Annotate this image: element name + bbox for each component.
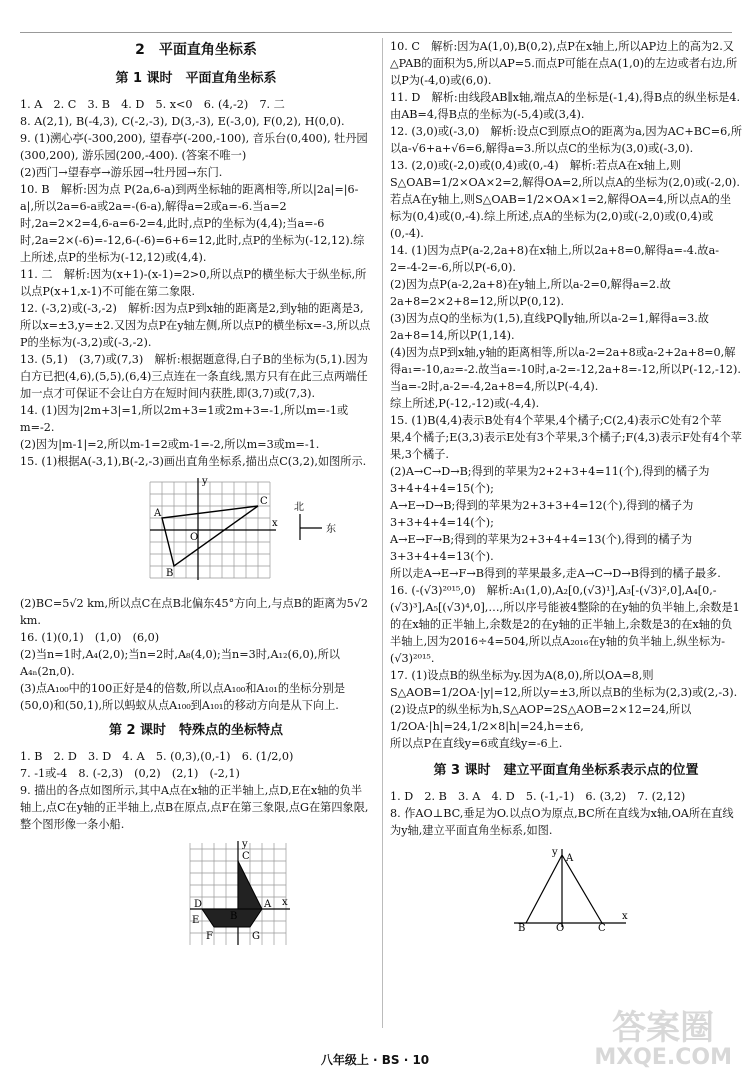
answer-line: 8. A(2,1), B(-4,3), C(-2,-3), D(3,-3), E(-3,0), F(0,2), H(0,0).	[20, 115, 345, 128]
answer-line: (3)点A₁₀₀中的100正好是4的倍数,所以点A₁₀₀和A₁₀₁的坐标分别是(50,0)和(50,1),所以蚂蚁从点A₁₀₀到A₁₀₁的移动方向是从下向上.	[20, 682, 346, 712]
answer-line: 所以点P在直线y=6或直线y=-6上.	[390, 737, 563, 750]
label-A: A	[154, 508, 162, 519]
answer-line: 15. (1)B(4,4)表示B处有4个苹果,4个橘子;C(2,4)表示C处有2个苹果,4个橘子;E(3,3)表示E处有3个苹果,3个橘子;F(4,3)表示F处有4个苹果,3个橘子.	[390, 414, 742, 461]
figure-8	[390, 845, 742, 936]
label-C: C	[598, 923, 606, 931]
section-title: 2 平面直角坐标系	[135, 42, 257, 58]
figure-15	[20, 476, 372, 589]
answer-line: (2)因为|m-1|=2,所以m-1=2或m-1=-2,所以m=3或m=-1.	[20, 438, 320, 451]
label-E: E	[192, 915, 200, 926]
label-y: y	[552, 847, 558, 858]
label-B: B	[518, 923, 526, 931]
answer-line: (3)因为点Q的坐标为(1,5),直线PQ∥y轴,所以a-2=1,解得a=3.故2a+8=14,所以P(1,14).	[390, 312, 709, 342]
column-divider	[382, 38, 383, 1028]
top-rule	[20, 32, 732, 33]
grid-figure-15	[20, 476, 372, 584]
lesson2-title: 第 2 课时 特殊点的坐标特点	[108, 723, 284, 738]
figure-9	[20, 839, 372, 954]
watermark-line2: MXQE.COM	[594, 1045, 732, 1070]
label-D: D	[194, 899, 203, 910]
label-B: B	[166, 568, 174, 579]
lesson3-title: 第 3 课时 建立平面直角坐标系表示点的位置	[433, 763, 699, 778]
watermark-line1: 答案圈	[612, 1008, 715, 1048]
page-footer: 八年级上 · BS · 10	[320, 1053, 430, 1067]
answer-line: 10. B 解析:因为点 P(2a,6-a)到两坐标轴的距离相等,所以|2a|=|6-a|,所以2a=6-a或2a=-(6-a),解得a=2或a=-6.当a=2时,2a=2×2=4,6-a=6-2=4,此时,点P的坐标为(4,4);当a=-6时,2a=2×(-6)=-12,6-(-6)=6+6=12,此时,点P的坐标为(-12,12).综上所述,点P的坐标为(-12,12)或(4,4).	[20, 183, 365, 264]
label-F: F	[206, 931, 213, 942]
label-x: x	[622, 911, 628, 922]
answer-line: 15. (1)根据A(-3,1),B(-2,-3)画出直角坐标系,描出点C(3,2),如图所示.	[20, 455, 367, 468]
east-label: 东	[326, 524, 336, 535]
label-O: O	[556, 923, 565, 931]
answer-line: 11. D 解析:由线段AB∥x轴,端点A的坐标是(-1,4),得B点的纵坐标是4.由AB=4,得B点的坐标为(-5,4)或(3,4).	[390, 91, 741, 121]
answer-line: 所以走A→E→F→B得到的苹果最多,走A→C→D→B得到的橘子最多.	[390, 567, 721, 580]
answer-line: 13. (5,1) (3,7)或(7,3) 解析:根据题意得,白子B的坐标为(5,1).因为白方已把(4,6),(5,5),(6,4)三点连在一条直线,黑方只有在此三点两端任加一点才可保证不会让白方在短时间内获胜,即(3,7)或(7,3).	[20, 353, 368, 400]
label-A: A	[264, 899, 272, 910]
label-G: G	[252, 931, 260, 942]
boat-figure-9	[20, 839, 372, 949]
answer-line: 11. 二 解析:因为(x+1)-(x-1)=2>0,所以点P的横坐标大于纵坐标,所以点P(x+1,x-1)不可能在第二象限.	[20, 268, 367, 298]
label-B: B	[230, 911, 238, 922]
answer-line: (2)A→C→D→B;得到的苹果为2+2+3+4=11(个),得到的橘子为3+4+4+4=15(个);	[390, 465, 710, 495]
triangle-figure-8	[390, 845, 742, 931]
left-column	[20, 38, 372, 960]
north-label: 北	[294, 502, 304, 513]
answer-line: 7. -1或-4 8. (-2,3) (0,2) (2,1) (-2,1)	[20, 767, 240, 780]
answer-line: 16. (1)(0,1) (1,0) (6,0)	[20, 631, 160, 644]
answer-line: 17. (1)设点B的纵坐标为y.因为A(8,0),所以OA=8,则S△AOB=1/2OA·|y|=12,所以y=±3,所以点B的坐标为(2,3)或(2,-3).	[390, 669, 738, 699]
answer-line: (2)设点P的纵坐标为h,S△AOP=2S△AOB=2×12=24,所以1/2OA·|h|=24,1/2×8|h|=24,h=±6,	[390, 703, 692, 733]
label-A: A	[566, 853, 574, 864]
label-y: y	[242, 839, 248, 850]
answer-line: 当a=-2时,a-2=-4,2a+8=4,所以P(-4,4).	[390, 380, 599, 393]
watermark	[594, 1010, 732, 1070]
answer-line: 9. (1)溯心亭(-300,200), 望春亭(-200,-100), 音乐台(0,400), 牡丹园(300,200), 游乐园(200,-400). (答案不唯一)	[20, 132, 368, 162]
answer-line: (2)当n=1时,A₄(2,0);当n=2时,A₈(4,0);当n=3时,A₁₂(6,0),所以A₄ₙ(2n,0).	[20, 648, 340, 678]
label-C: C	[260, 496, 268, 507]
answer-line: (4)因为点P到x轴,y轴的距离相等,所以a-2=2a+8或a-2+2a+8=0,解得a₁=-10,a₂=-2.故当a=-10时,a-2=-12,2a+8=-12,所以P(-12,-12).	[390, 346, 741, 376]
answer-line: 1. A 2. C 3. B 4. D 5. x<0 6. (4,-2) 7. 二	[20, 98, 285, 111]
answer-line: 1. B 2. D 3. D 4. A 5. (0,3),(0,-1) 6. (1/2,0)	[20, 750, 294, 763]
answer-line: A→E→D→B;得到的苹果为2+3+3+4=12(个),得到的橘子为3+3+4+4=14(个);	[390, 499, 694, 529]
answer-line: 14. (1)因为|2m+3|=1,所以2m+3=1或2m+3=-1,所以m=-1或m=-2.	[20, 404, 349, 434]
answer-line: 8. 作AO⊥BC,垂足为O.以点O为原点,BC所在直线为x轴,OA所在直线为y轴,建立平面直角坐标系,如图.	[390, 807, 734, 837]
answer-line: (2)西门→望春亭→游乐园→牡丹园→东门.	[20, 166, 223, 179]
label-x: x	[272, 518, 278, 529]
label-O: O	[190, 532, 199, 543]
answer-line: 13. (2,0)或(-2,0)或(0,4)或(0,-4) 解析:若点A在x轴上,则S△OAB=1/2×OA×2=2,解得OA=2,所以点A的坐标为(2,0)或(-2,0).若点A在y轴上,则S△OAB=1/2×OA×1=2,解得OA=4,所以点A的坐标为(0,4)或(0,-4).综上所述,点A的坐标为(2,0)或(-2,0)或(0,4)或(0,-4).	[390, 159, 740, 240]
answer-line: 14. (1)因为点P(a-2,2a+8)在x轴上,所以2a+8=0,解得a=-4.故a-2=-4-2=-6,所以P(-6,0).	[390, 244, 720, 274]
answer-line: 10. C 解析:因为A(1,0),B(0,2),点P在x轴上,所以AP边上的高为2.又△PAB的面积为5,所以AP=5.而点P可能在点A(1,0)的左边或者右边,所以P为(-4,0)或(6,0).	[390, 40, 738, 87]
answer-line: 1. D 2. B 3. A 4. D 5. (-1,-1) 6. (3,2) 7. (2,12)	[390, 790, 686, 803]
lesson1-title: 第 1 课时 平面直角坐标系	[115, 71, 277, 86]
label-C: C	[242, 851, 250, 862]
answer-line: 12. (3,0)或(-3,0) 解析:设点C到原点O的距离为a,因为AC+BC=6,所以a-√6+a+√6=6,解得a=3.所以点C的坐标为(3,0)或(-3,0).	[390, 125, 742, 155]
answer-line: 9. 描出的各点如图所示,其中A点在x轴的正半轴上,点D,E在x轴的负半轴上,点C在y轴的正半轴上,点B在原点,点F在第三象限,点G在第四象限,整个图形像一条小船.	[20, 784, 369, 831]
compass	[294, 501, 336, 540]
answer-line: (2)BC=5√2 km,所以点C在点B北偏东45°方向上,与点B的距离为5√2 km.	[20, 597, 369, 627]
answer-line: 综上所述,P(-12,-12)或(-4,4).	[390, 397, 540, 410]
answer-line: 16. (-(√3)²⁰¹⁵,0) 解析:A₁(1,0),A₂[0,(√3)¹],A₃[-(√3)²,0],A₄[0,-(√3)³],A₅[(√3)⁴,0],…,所以序号能被4整除的在y轴的负半轴上,余数是1的在x轴的正半轴上,余数是2的在y轴的正半轴上,余数是3的在x轴的负半轴上,因为2016÷4=504,所以点A₂₀₁₆在y轴的负半轴上,纵坐标为-(√3)²⁰¹⁵.	[390, 584, 740, 665]
right-column	[390, 38, 742, 942]
label-x: x	[282, 897, 288, 908]
answer-line: A→E→F→B;得到的苹果为2+3+4+4=13(个),得到的橘子为3+3+4+4=13(个).	[390, 533, 693, 563]
answer-line: (2)因为点P(a-2,2a+8)在y轴上,所以a-2=0,解得a=2.故2a+8=2×2+8=12,所以P(0,12).	[390, 278, 671, 308]
label-y: y	[202, 476, 208, 487]
answer-line: 12. (-3,2)或(-3,-2) 解析:因为点P到x轴的距离是2,到y轴的距离是3,所以x=±3,y=±2.又因为点P在y轴左侧,所以点P的横坐标x=-3,所以点P的坐标为(-3,2)或(-3,-2).	[20, 302, 371, 349]
